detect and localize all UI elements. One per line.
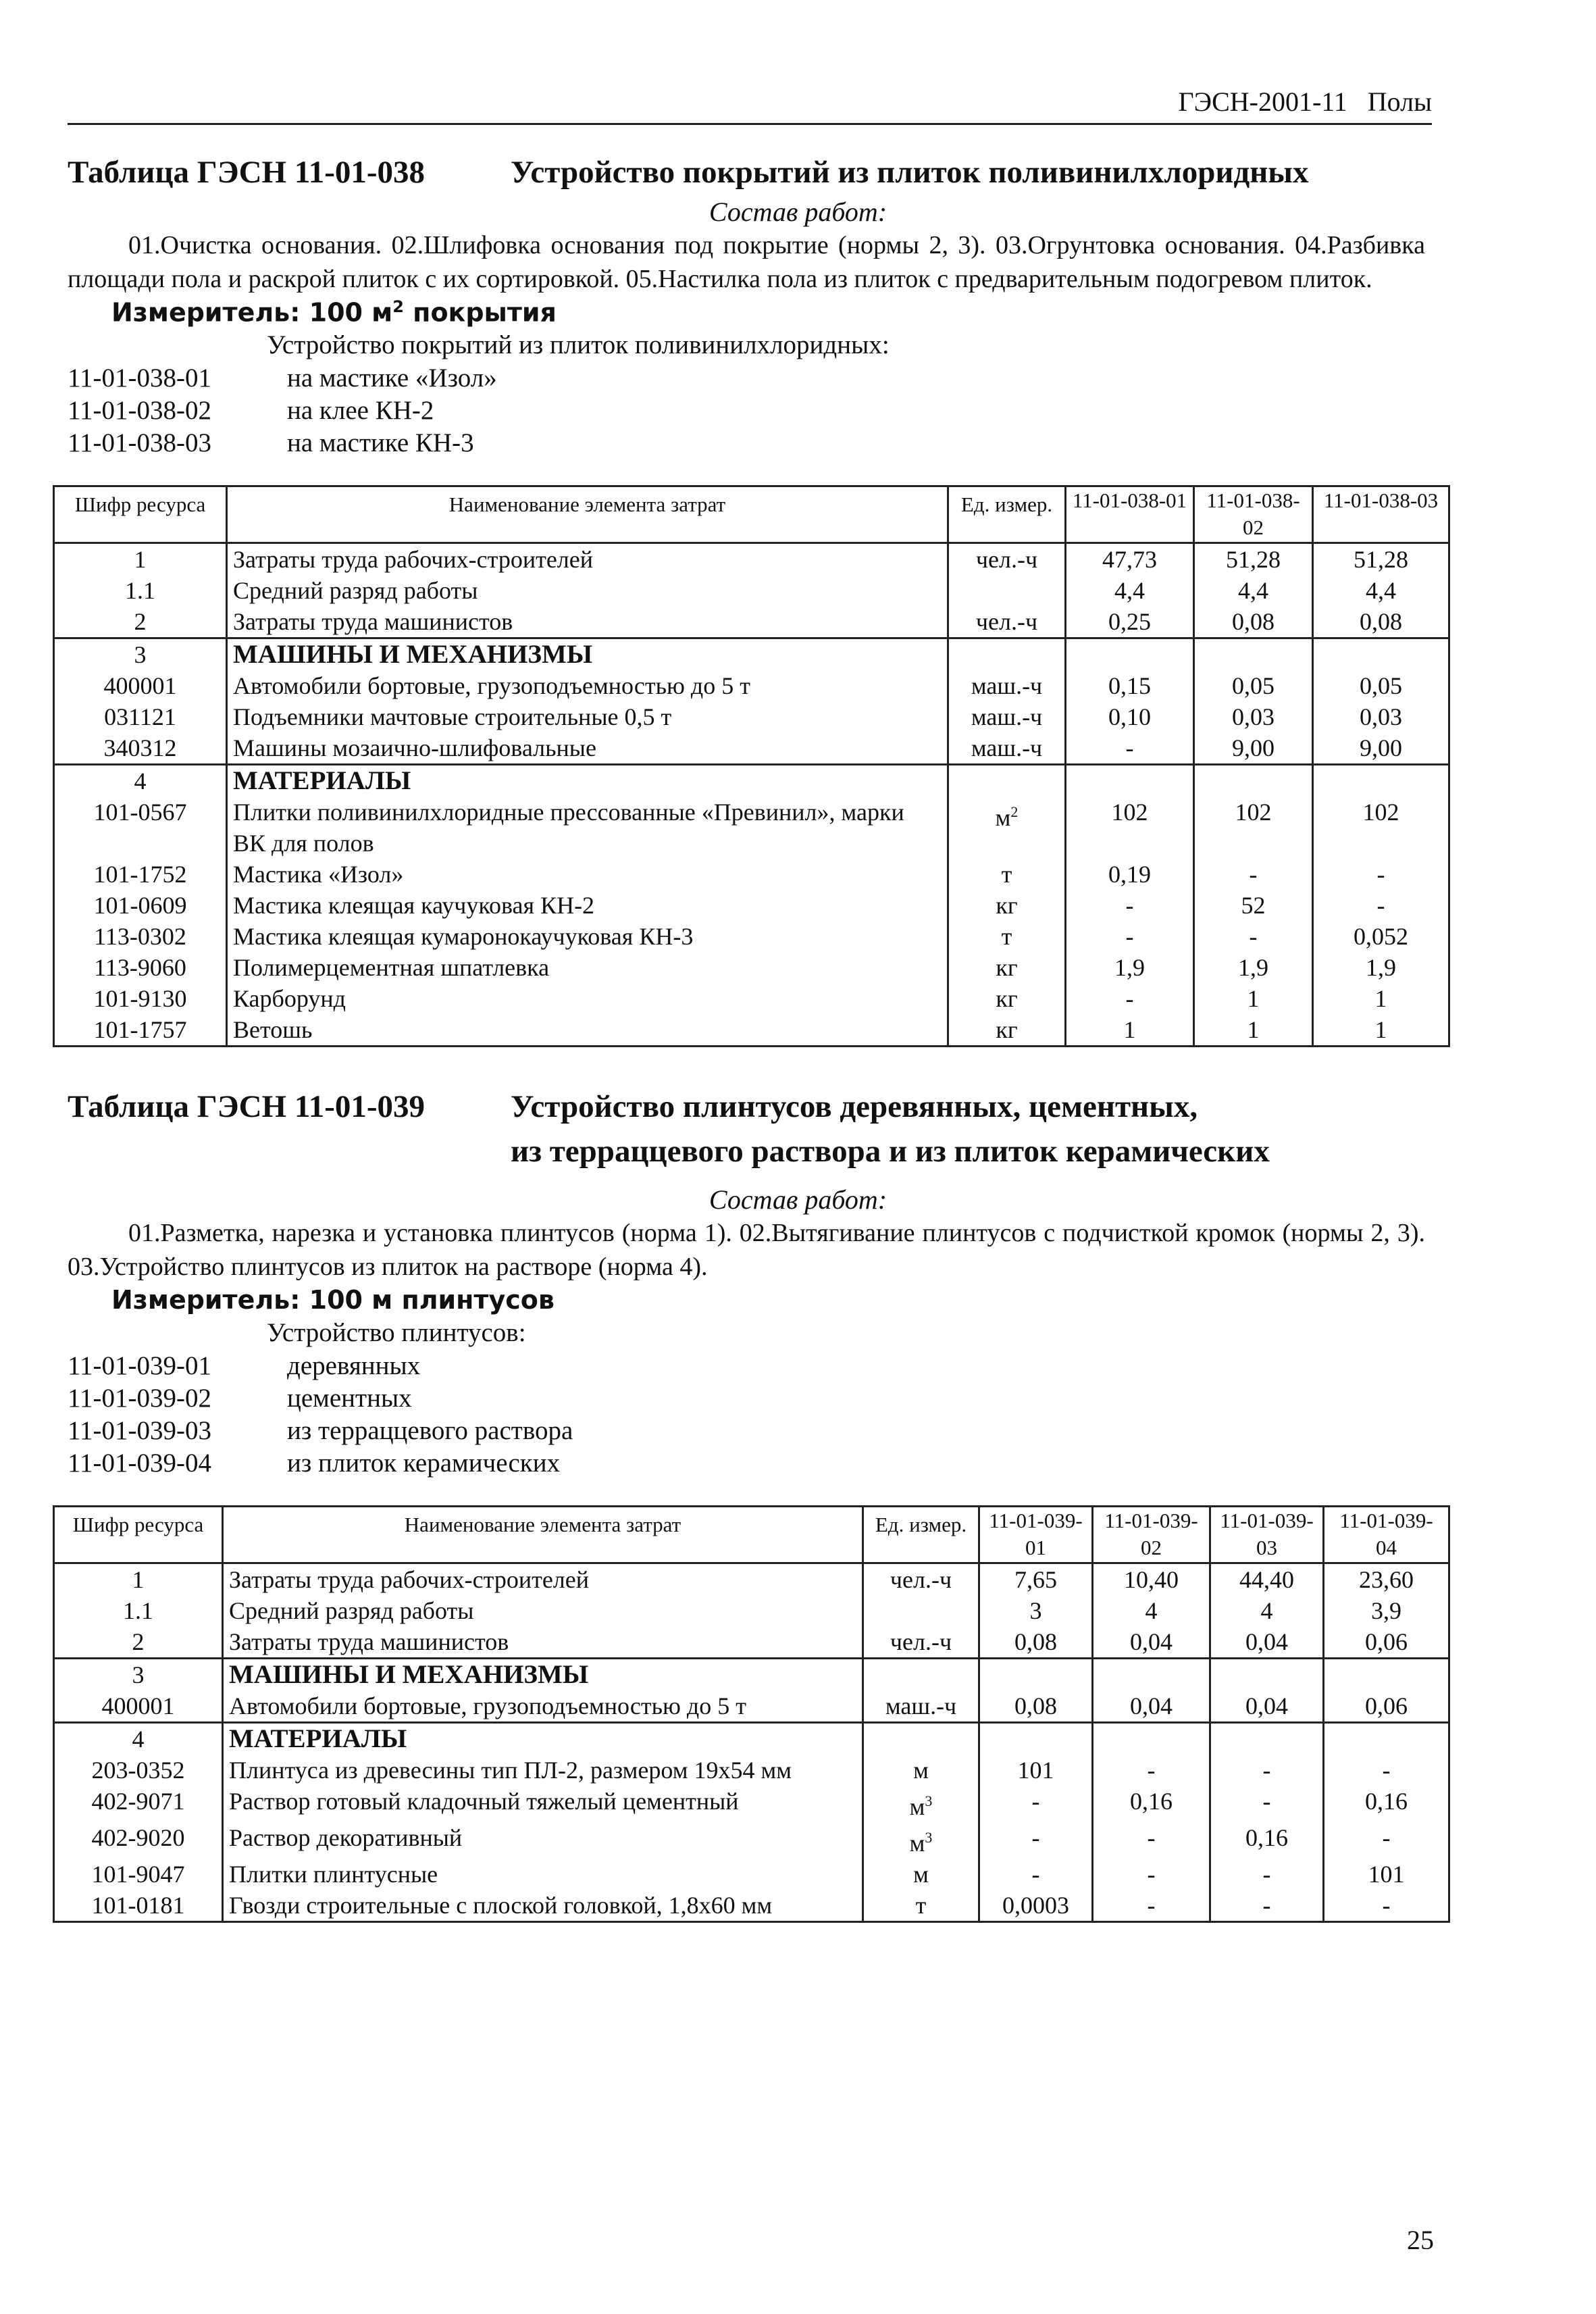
- unit-cell: $м^3$: [863, 1786, 979, 1822]
- table1-variant: 11-01-038-03 на мастике КН-3: [68, 428, 474, 457]
- unit-cell: маш.-ч: [948, 701, 1066, 732]
- table1-code: Таблица ГЭСН 11-01-038: [68, 155, 426, 190]
- table-row: [54, 1859, 1449, 1890]
- table-row: [54, 543, 1449, 576]
- norm-value: -: [1210, 1859, 1324, 1890]
- table-row: [54, 1890, 1449, 1922]
- col-variant-header: 11-01-039-01: [979, 1507, 1093, 1563]
- col-variant-header: 11-01-039-02: [1093, 1507, 1210, 1563]
- table1-meter: Измеритель: 100 $м^2$ покрытия: [111, 297, 557, 328]
- resource-code: 101-9130: [54, 983, 227, 1014]
- cost-element-name: МАТЕРИАЛЫ: [227, 765, 948, 797]
- norm-value: [1324, 1659, 1449, 1691]
- norm-value: -: [979, 1822, 1093, 1859]
- cost-element-name: Средний разряд работы: [227, 575, 948, 606]
- norm-value: 4,4: [1066, 575, 1194, 606]
- col-unit-header: Ед. измер.: [863, 1507, 979, 1563]
- table-row: [54, 1690, 1449, 1723]
- norm-value: -: [1066, 921, 1194, 952]
- cost-element-name: МАШИНЫ И МЕХАНИЗМЫ: [227, 638, 948, 671]
- norm-value: 0,16: [1324, 1786, 1449, 1822]
- table2-variants-heading: Устройство плинтусов:: [267, 1318, 526, 1347]
- unit-cell: $м^2$: [948, 797, 1066, 859]
- norm-value: 4: [1093, 1595, 1210, 1626]
- unit-cell: маш.-ч: [948, 732, 1066, 765]
- col-variant-header: 11-01-038-01: [1066, 486, 1194, 543]
- table2-variant: 11-01-039-02 цементных: [68, 1384, 412, 1413]
- table-row: [54, 1626, 1449, 1659]
- norm-value: 0,19: [1066, 859, 1194, 890]
- cost-element-name: Мастика «Изол»: [227, 859, 948, 890]
- norm-value: 10,40: [1093, 1563, 1210, 1596]
- table-row: [54, 732, 1449, 765]
- norm-value: 0,10: [1066, 701, 1194, 732]
- table1-works-heading: Состав работ:: [709, 197, 887, 227]
- table2-name: Устройство плинтусов деревянных, цементных, из терраццевого раствора и из плиток керамических: [511, 1089, 1270, 1169]
- cost-element-name: Гвозди строительные с плоской головкой, 1,8х60 мм: [223, 1890, 863, 1922]
- norm-value: 9,00: [1194, 732, 1313, 765]
- norm-value: [979, 1723, 1093, 1755]
- table-row: [54, 701, 1449, 732]
- norm-value: 0,25: [1066, 606, 1194, 638]
- cost-element-name: Мастика клеящая кумаронокаучуковая КН-3: [227, 921, 948, 952]
- unit-cell: т: [863, 1890, 979, 1922]
- table2-works-heading: Состав работ:: [709, 1184, 887, 1215]
- norm-value: 101: [979, 1755, 1093, 1786]
- table-row: [54, 1563, 1449, 1596]
- norm-value: 4: [1210, 1595, 1324, 1626]
- resource-code: 4: [54, 1723, 223, 1755]
- resource-code: 101-9047: [54, 1859, 223, 1890]
- cost-element-name: Плитки поливинилхлоридные прессованные «Превинил», марки ВК для полов: [227, 797, 948, 859]
- norm-value: 1: [1313, 983, 1449, 1014]
- norm-value: 0,08: [1313, 606, 1449, 638]
- norm-value: 52: [1194, 890, 1313, 921]
- unit-cell: кг: [948, 983, 1066, 1014]
- cost-element-name: Плитки плинтусные: [223, 1859, 863, 1890]
- cost-element-name: Раствор готовый кладочный тяжелый цементный: [223, 1786, 863, 1822]
- table-row: [54, 1786, 1449, 1822]
- table1-variants-heading: Устройство покрытий из плиток поливинилхлоридных:: [267, 330, 890, 359]
- norm-value: -: [1194, 859, 1313, 890]
- table-row: [54, 890, 1449, 921]
- table2-title: [68, 1084, 1270, 1174]
- norm-value: 0,0003: [979, 1890, 1093, 1922]
- norm-value: -: [1066, 983, 1194, 1014]
- norm-value: -: [1324, 1755, 1449, 1786]
- norm-value: 4,4: [1194, 575, 1313, 606]
- norm-value: 0,05: [1313, 670, 1449, 701]
- resource-code: 101-0181: [54, 1890, 223, 1922]
- norm-value: 0,06: [1324, 1626, 1449, 1659]
- col-code-header: Шифр ресурса: [54, 1507, 223, 1563]
- unit-cell: чел.-ч: [863, 1626, 979, 1659]
- norm-value: -: [979, 1859, 1093, 1890]
- norm-value: [1194, 638, 1313, 671]
- resource-code: 203-0352: [54, 1755, 223, 1786]
- norm-value: 0,03: [1194, 701, 1313, 732]
- norm-value: 102: [1194, 797, 1313, 859]
- resource-code: 402-9071: [54, 1786, 223, 1822]
- norm-value: [1066, 638, 1194, 671]
- norm-value: 102: [1313, 797, 1449, 859]
- unit-cell: [948, 638, 1066, 671]
- unit-cell: маш.-ч: [948, 670, 1066, 701]
- cost-element-name: Автомобили бортовые, грузоподъемностью до 5 т: [227, 670, 948, 701]
- norm-value: 0,04: [1210, 1626, 1324, 1659]
- norm-value: -: [1066, 732, 1194, 765]
- unit-cell: кг: [948, 1014, 1066, 1047]
- norm-value: 1,9: [1194, 952, 1313, 983]
- norm-value: [1324, 1723, 1449, 1755]
- unit-cell: маш.-ч: [863, 1690, 979, 1723]
- cost-element-name: Средний разряд работы: [223, 1595, 863, 1626]
- norm-value: [1093, 1659, 1210, 1691]
- resource-code: 1: [54, 543, 227, 576]
- cost-element-name: Ветошь: [227, 1014, 948, 1047]
- table2-variant: 11-01-039-03 из терраццевого раствора: [68, 1416, 573, 1445]
- norm-value: -: [1093, 1890, 1210, 1922]
- cost-element-name: МАШИНЫ И МЕХАНИЗМЫ: [223, 1659, 863, 1691]
- norm-value: 1,9: [1313, 952, 1449, 983]
- col-unit-header: Ед. измер.: [948, 486, 1066, 543]
- col-name-header: Наименование элемента затрат: [223, 1507, 863, 1563]
- resource-code: 4: [54, 765, 227, 797]
- norm-value: -: [1324, 1822, 1449, 1859]
- table-row: [54, 1822, 1449, 1859]
- col-name-header: Наименование элемента затрат: [227, 486, 948, 543]
- norm-value: 0,04: [1210, 1690, 1324, 1723]
- unit-cell: чел.-ч: [948, 543, 1066, 576]
- norm-value: 1,9: [1066, 952, 1194, 983]
- resource-code: 101-0567: [54, 797, 227, 859]
- norm-value: 0,05: [1194, 670, 1313, 701]
- resource-code: 1.1: [54, 575, 227, 606]
- norm-value: 0,04: [1093, 1626, 1210, 1659]
- table2-variant: 11-01-039-01 деревянных: [68, 1351, 421, 1380]
- unit-cell: т: [948, 859, 1066, 890]
- table-row: [54, 575, 1449, 606]
- col-variant-header: 11-01-039-03: [1210, 1507, 1324, 1563]
- unit-cell: [948, 765, 1066, 797]
- unit-cell: чел.-ч: [948, 606, 1066, 638]
- unit-cell: чел.-ч: [863, 1563, 979, 1596]
- cost-element-name: Затраты труда рабочих-строителей: [227, 543, 948, 576]
- resource-code: 101-1757: [54, 1014, 227, 1047]
- cost-element-name: Затраты труда машинистов: [227, 606, 948, 638]
- norm-value: [1194, 765, 1313, 797]
- resource-code: 402-9020: [54, 1822, 223, 1859]
- table1-variant: 11-01-038-01 на мастике «Изол»: [68, 363, 497, 393]
- cost-element-name: Автомобили бортовые, грузоподъемностью до 5 т: [223, 1690, 863, 1723]
- norm-value: 0,16: [1210, 1822, 1324, 1859]
- norm-value: 3: [979, 1595, 1093, 1626]
- resource-code: 031121: [54, 701, 227, 732]
- unit-cell: м: [863, 1755, 979, 1786]
- cost-element-name: Машины мозаично-шлифовальные: [227, 732, 948, 765]
- resource-code: 1.1: [54, 1595, 223, 1626]
- table-row: [54, 952, 1449, 983]
- norm-value: [979, 1659, 1093, 1691]
- unit-cell: [863, 1723, 979, 1755]
- table2-meter: Измеритель: 100 м плинтусов: [111, 1285, 555, 1315]
- norm-value: 3,9: [1324, 1595, 1449, 1626]
- table-row: [54, 859, 1449, 890]
- norm-value: 51,28: [1194, 543, 1313, 576]
- unit-cell: $м^3$: [863, 1822, 979, 1859]
- col-variant-header: 11-01-038-03: [1313, 486, 1449, 543]
- unit-cell: [863, 1659, 979, 1691]
- table-row: [54, 606, 1449, 638]
- table-row: [54, 1659, 1449, 1691]
- table1-title: [68, 150, 1309, 195]
- norm-value: 51,28: [1313, 543, 1449, 576]
- table-row: [54, 797, 1449, 859]
- norm-value: -: [1194, 921, 1313, 952]
- cost-element-name: Затраты труда рабочих-строителей: [223, 1563, 863, 1596]
- cost-element-name: Полимерцементная шпатлевка: [227, 952, 948, 983]
- norm-value: -: [1210, 1755, 1324, 1786]
- page-number: 25: [1407, 2225, 1434, 2255]
- norm-value: 0,04: [1093, 1690, 1210, 1723]
- norm-value: 0,08: [1194, 606, 1313, 638]
- norm-value: -: [1093, 1822, 1210, 1859]
- resource-table-2: [53, 1505, 1450, 1923]
- norm-value: 0,16: [1093, 1786, 1210, 1822]
- resource-code: 2: [54, 1626, 223, 1659]
- section-name: Полы: [1367, 86, 1432, 117]
- col-variant-header: 11-01-039-04: [1324, 1507, 1449, 1563]
- norm-value: 44,40: [1210, 1563, 1324, 1596]
- col-variant-header: 11-01-038-02: [1194, 486, 1313, 543]
- table1-variant: 11-01-038-02 на клее КН-2: [68, 396, 434, 425]
- norm-value: 1: [1313, 1014, 1449, 1047]
- resource-code: 400001: [54, 670, 227, 701]
- cost-element-name: Раствор декоративный: [223, 1822, 863, 1859]
- norm-value: 1: [1066, 1014, 1194, 1047]
- resource-code: 113-0302: [54, 921, 227, 952]
- norm-value: -: [1313, 859, 1449, 890]
- doc-code: ГЭСН-2001-11: [1178, 86, 1347, 117]
- resource-code: 101-0609: [54, 890, 227, 921]
- norm-value: 47,73: [1066, 543, 1194, 576]
- norm-value: 7,65: [979, 1563, 1093, 1596]
- table-row: [54, 983, 1449, 1014]
- cost-element-name: Плинтуса из древесины тип ПЛ-2, размером 19х54 мм: [223, 1755, 863, 1786]
- norm-value: 1: [1194, 1014, 1313, 1047]
- resource-code: 3: [54, 638, 227, 671]
- table-row: [54, 765, 1449, 797]
- norm-value: 101: [1324, 1859, 1449, 1890]
- norm-value: [1210, 1659, 1324, 1691]
- resource-code: 1: [54, 1563, 223, 1596]
- norm-value: 23,60: [1324, 1563, 1449, 1596]
- table2-variant: 11-01-039-04 из плиток керамических: [68, 1449, 561, 1478]
- table-row: [54, 638, 1449, 671]
- norm-value: 0,052: [1313, 921, 1449, 952]
- unit-cell: [863, 1595, 979, 1626]
- table-row: [54, 1723, 1449, 1755]
- norm-value: -: [1313, 890, 1449, 921]
- table2-code: Таблица ГЭСН 11-01-039: [68, 1089, 426, 1124]
- norm-value: -: [1093, 1755, 1210, 1786]
- norm-value: -: [979, 1786, 1093, 1822]
- norm-value: 0,06: [1324, 1690, 1449, 1723]
- unit-cell: [948, 575, 1066, 606]
- resource-code: 101-1752: [54, 859, 227, 890]
- cost-element-name: МАТЕРИАЛЫ: [223, 1723, 863, 1755]
- norm-value: 4,4: [1313, 575, 1449, 606]
- table-row: [54, 1014, 1449, 1047]
- resource-code: 2: [54, 606, 227, 638]
- resource-code: 400001: [54, 1690, 223, 1723]
- norm-value: 0,15: [1066, 670, 1194, 701]
- table1-works-text: 01.Очистка основания. 02.Шлифовка основания под покрытие (нормы 2, 3). 03.Огрунтовка основания. 04.Разбивка площади пола и раскрой плиток с их сортировкой. 05.Настилка пола из плиток с предварительным подогревом плиток.: [68, 231, 1425, 293]
- running-header: [68, 81, 1432, 125]
- norm-value: 0,08: [979, 1626, 1093, 1659]
- norm-value: -: [1093, 1859, 1210, 1890]
- norm-value: 9,00: [1313, 732, 1449, 765]
- unit-cell: т: [948, 921, 1066, 952]
- unit-cell: м: [863, 1859, 979, 1890]
- resource-code: 3: [54, 1659, 223, 1691]
- norm-value: [1313, 765, 1449, 797]
- table1-name: Устройство покрытий из плиток поливинилхлоридных: [511, 155, 1309, 190]
- norm-value: [1093, 1723, 1210, 1755]
- table-row: [54, 1755, 1449, 1786]
- cost-element-name: Мастика клеящая каучуковая КН-2: [227, 890, 948, 921]
- resource-code: 340312: [54, 732, 227, 765]
- norm-value: [1210, 1723, 1324, 1755]
- cost-element-name: Подъемники мачтовые строительные 0,5 т: [227, 701, 948, 732]
- resource-code: 113-9060: [54, 952, 227, 983]
- cost-element-name: Карборунд: [227, 983, 948, 1014]
- norm-value: [1066, 765, 1194, 797]
- norm-value: -: [1324, 1890, 1449, 1922]
- table2-works-text: 01.Разметка, нарезка и установка плинтусов (норма 1). 02.Вытягивание плинтусов с подчисткой кромок (нормы 2, 3). 03.Устройство плинтусов из плиток на растворе (норма 4).: [68, 1219, 1425, 1281]
- unit-cell: кг: [948, 890, 1066, 921]
- norm-value: -: [1210, 1890, 1324, 1922]
- norm-value: -: [1210, 1786, 1324, 1822]
- norm-value: 102: [1066, 797, 1194, 859]
- table-row: [54, 1595, 1449, 1626]
- table-row: [54, 921, 1449, 952]
- cost-element-name: Затраты труда машинистов: [223, 1626, 863, 1659]
- col-code-header: Шифр ресурса: [54, 486, 227, 543]
- norm-value: [1313, 638, 1449, 671]
- norm-value: 1: [1194, 983, 1313, 1014]
- norm-value: -: [1066, 890, 1194, 921]
- unit-cell: кг: [948, 952, 1066, 983]
- table-row: [54, 670, 1449, 701]
- norm-value: 0,08: [979, 1690, 1093, 1723]
- resource-table-1: [53, 485, 1450, 1047]
- norm-value: 0,03: [1313, 701, 1449, 732]
